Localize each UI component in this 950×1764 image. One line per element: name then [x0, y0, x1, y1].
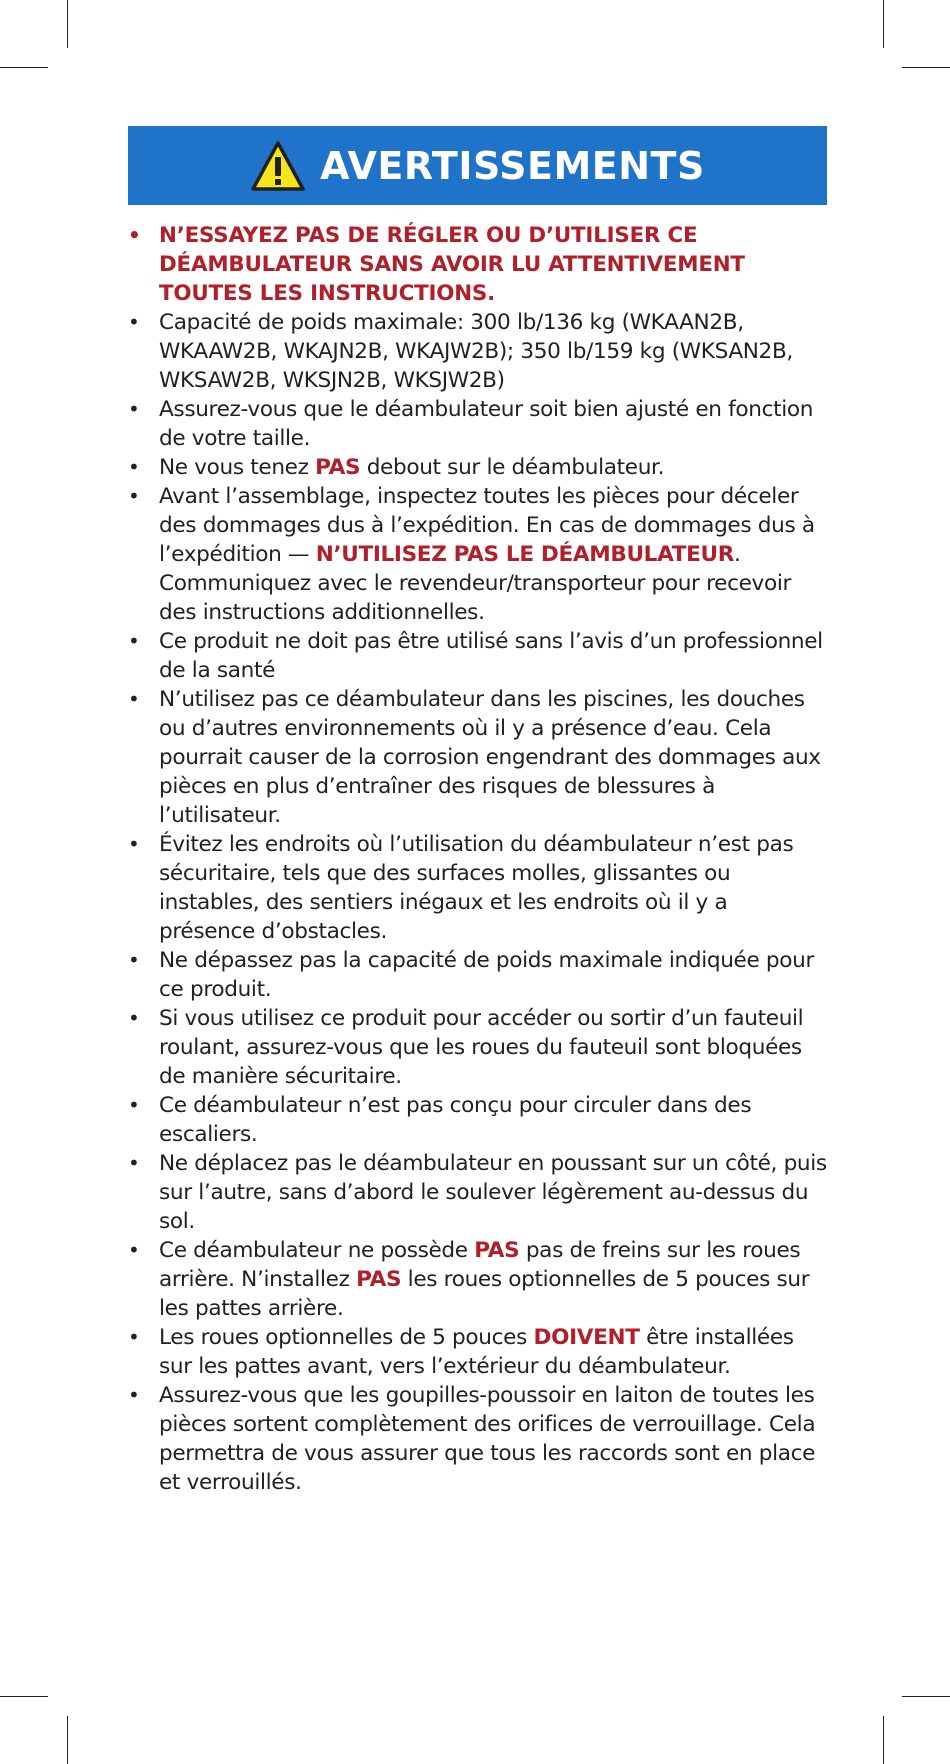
- warning-text: Ce déambulateur ne possède: [159, 1238, 475, 1263]
- warning-text: Ce produit ne doit pas être utilisé sans l’avis d’un professionnel de la santé: [159, 629, 823, 683]
- warning-item: [128, 308, 828, 395]
- warning-text: Ne vous tenez: [159, 455, 316, 480]
- warning-item: [128, 395, 828, 453]
- warning-text: Avant l’assemblage, inspectez toutes les pièces pour déceler des dommages dus à l’expédition. En cas de dommages dus à l’expédition —: [159, 484, 815, 567]
- crop-mark-top-right-vertical: [883, 0, 884, 48]
- warning-text: Ne dépassez pas la capacité de poids maximale indiquée pour ce produit.: [159, 948, 815, 1002]
- warning-text: Assurez-vous que le déambulateur soit bien ajusté en fonction de votre taille.: [159, 397, 814, 451]
- crop-mark-top-left-horizontal: [0, 67, 48, 68]
- warning-text: être installées sur les pattes avant, vers l’extérieur du déambulateur.: [159, 1325, 794, 1379]
- warning-text: N’ESSAYEZ PAS DE RÉGLER OU D’UTILISER CE DÉAMBULATEUR SANS AVOIR LU ATTENTIVEMENT TOUTES LES INSTRUCTIONS.: [159, 223, 745, 306]
- bullet-icon: •: [128, 832, 140, 856]
- warning-text: Évitez les endroits où l’utilisation du déambulateur n’est pas sécuritaire, tels que des surfaces molles, glissantes ou instables, des sentiers inégaux et les endroits où il y a présence d’obstacles.: [159, 832, 794, 944]
- warning-item: [128, 1236, 828, 1323]
- bullet-icon: •: [128, 455, 140, 479]
- bullet-icon: •: [128, 948, 140, 972]
- warning-text: Assurez-vous que les goupilles-poussoir en laiton de toutes les pièces sortent complètement des orifices de verrouillage. Cela permettra de vous assurer que tous les raccords sont en place et verrouillés.: [159, 1383, 816, 1495]
- bullet-icon: •: [128, 310, 140, 334]
- warning-text: . Communiquez avec le revendeur/transporteur pour recevoir des instructions additionnelles.: [159, 542, 792, 625]
- warning-text: Ne déplacez pas le déambulateur en poussant sur un côté, puis sur l’autre, sans d’abord le soulever légèrement au-dessus du sol.: [159, 1151, 827, 1234]
- emphasis-text: PAS: [356, 1267, 402, 1292]
- warning-text: les roues optionnelles de 5 pouces sur les pattes arrière.: [159, 1267, 810, 1321]
- emphasis-text: PAS: [474, 1238, 520, 1263]
- warning-item: [128, 627, 828, 685]
- warning-item: [128, 453, 828, 482]
- warning-text: pas de freins sur les roues arrière. N’installez: [159, 1238, 801, 1292]
- warnings-list: [128, 221, 828, 1497]
- warning-item: [128, 1149, 828, 1236]
- warning-item: [128, 685, 828, 830]
- bullet-icon: •: [128, 1006, 140, 1030]
- crop-mark-bottom-left-horizontal: [0, 1696, 48, 1697]
- warning-item: [128, 482, 828, 627]
- warning-item: [128, 1323, 828, 1381]
- warning-item: [128, 1091, 828, 1149]
- bullet-icon: •: [128, 223, 141, 247]
- bullet-icon: •: [128, 629, 140, 653]
- warning-text: Les roues optionnelles de 5 pouces: [159, 1325, 534, 1350]
- bullet-icon: •: [128, 687, 140, 711]
- emphasis-text: PAS: [315, 455, 361, 480]
- warning-item: [128, 1004, 828, 1091]
- bullet-icon: •: [128, 397, 140, 421]
- bullet-icon: •: [128, 1093, 140, 1117]
- emphasis-text: DOIVENT: [533, 1325, 640, 1350]
- warning-item: [128, 1381, 828, 1497]
- warning-item: [128, 221, 828, 308]
- bullet-icon: •: [128, 1383, 140, 1407]
- crop-mark-top-left-vertical: [67, 0, 68, 48]
- warning-item: [128, 946, 828, 1004]
- emphasis-text: N’UTILISEZ PAS LE DÉAMBULATEUR: [315, 542, 734, 567]
- crop-mark-top-right-horizontal: [902, 67, 950, 68]
- banner-title: AVERTISSEMENTS: [320, 143, 705, 188]
- bullet-icon: •: [128, 1238, 140, 1262]
- warning-text: Ce déambulateur n’est pas conçu pour circuler dans des escaliers.: [159, 1093, 752, 1147]
- warning-text: Capacité de poids maximale: 300 lb/136 kg (WKAAN2B, WKAAW2B, WKAJN2B, WKAJW2B); 350 lb/159 kg (WKSAN2B, WKSAW2B, WKSJN2B, WKSJW2B): [159, 310, 793, 393]
- warning-text: N’utilisez pas ce déambulateur dans les piscines, les douches ou d’autres environnements où il y a présence d’eau. Cela pourrait causer de la corrosion engendrant des dommages aux pièces en plus d’entraîner des risques de blessures à l’utilisateur.: [159, 687, 821, 828]
- warning-triangle-icon: [250, 140, 306, 192]
- crop-mark-bottom-right-horizontal: [902, 1696, 950, 1697]
- crop-mark-bottom-right-vertical: [883, 1716, 884, 1764]
- warning-item: [128, 830, 828, 946]
- warnings-banner: [128, 126, 827, 205]
- bullet-icon: •: [128, 484, 140, 508]
- warning-text: debout sur le déambulateur.: [360, 455, 665, 480]
- crop-mark-bottom-left-vertical: [67, 1716, 68, 1764]
- warning-text: Si vous utilisez ce produit pour accéder ou sortir d’un fauteuil roulant, assurez-vous que les roues du fauteuil sont bloquées de manière sécuritaire.: [159, 1006, 804, 1089]
- bullet-icon: •: [128, 1151, 140, 1175]
- bullet-icon: •: [128, 1325, 140, 1349]
